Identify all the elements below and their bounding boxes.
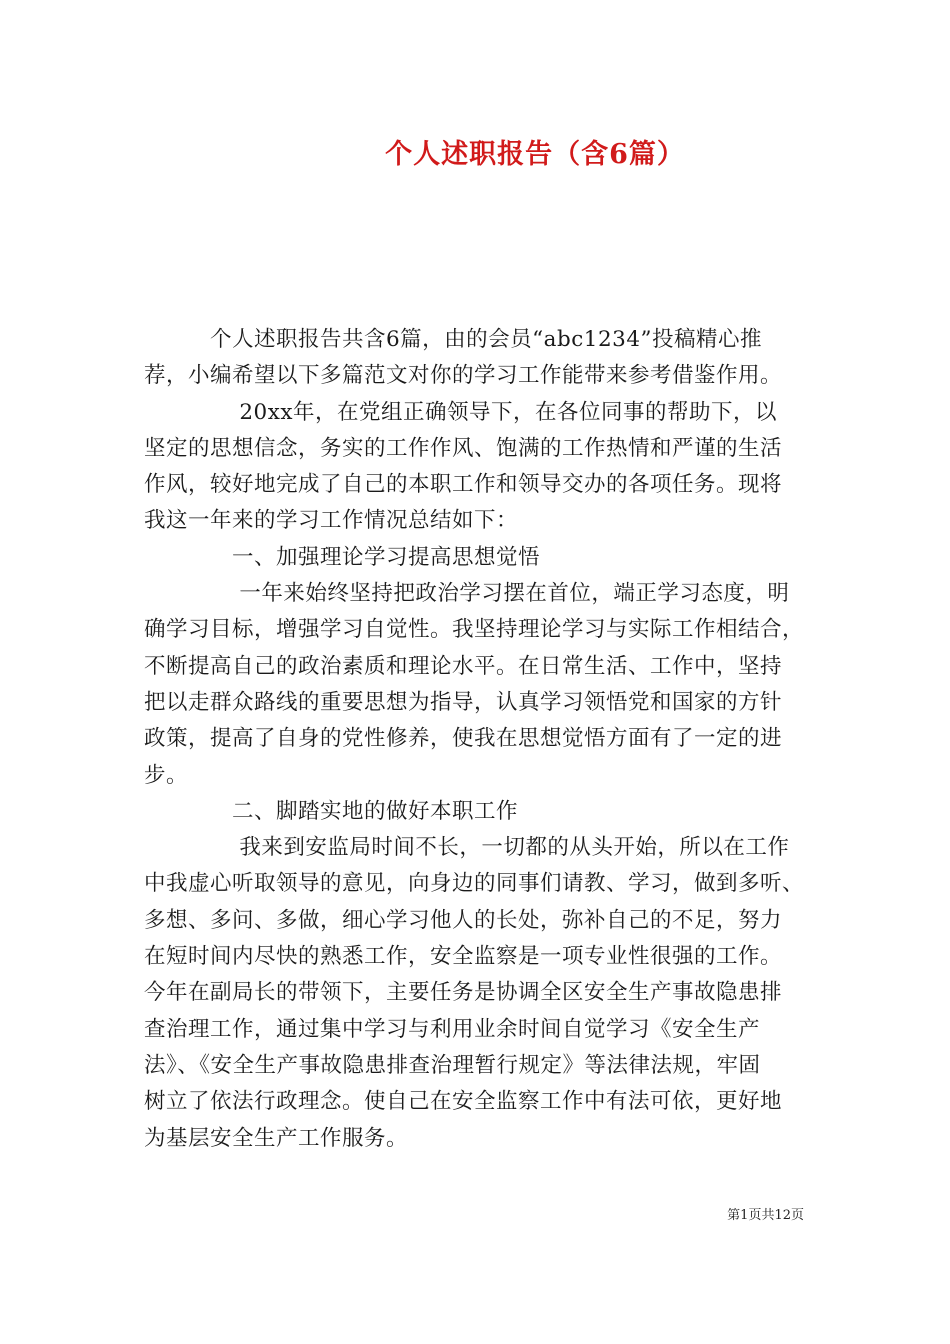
body-line: 为基层安全生产工作服务。	[144, 1125, 409, 1151]
body-line: 20xx年，在党组正确领导下，在各位同事的帮助下，以	[144, 399, 777, 425]
body-line: 多想、多问、多做，细心学习他人的长处，弥补自己的不足，努力	[144, 907, 783, 933]
body-line: 步。	[144, 762, 189, 788]
body-line: 确学习目标，增强学习自觉性。我坚持理论学习与实际工作相结合，	[144, 617, 805, 643]
body-line: 我来到安监局时间不长，一切都的从头开始，所以在工作	[144, 835, 790, 861]
body-line: 把以走群众路线的重要思想为指导，认真学习领悟党和国家的方针	[144, 689, 783, 715]
body-line: 在短时间内尽快的熟悉工作，安全监察是一项专业性很强的工作。	[144, 944, 783, 970]
body-line: 荐，小编希望以下多篇范文对你的学习工作能带来参考借鉴作用。	[144, 363, 783, 389]
body-line: 作风，较好地完成了自己的本职工作和领导交办的各项任务。现将	[144, 472, 783, 498]
body-line: 不断提高自己的政治素质和理论水平。在日常生活、工作中，坚持	[144, 653, 783, 679]
body-line: 一年来始终坚持把政治学习摆在首位，端正学习态度，明	[144, 581, 790, 607]
body-line: 查治理工作，通过集中学习与利用业余时间自觉学习《安全生产	[144, 1016, 761, 1042]
body-line: 政策，提高了自身的党性修养，使我在思想觉悟方面有了一定的进	[144, 726, 783, 752]
body-line: 我这一年来的学习工作情况总结如下：	[144, 508, 519, 534]
body-line: 中我虚心听取领导的意见，向身边的同事们请教、学习，做到多听、	[144, 871, 805, 897]
document-body	[144, 322, 810, 1157]
document-title: 个人述职报告（含6篇）	[385, 139, 685, 170]
body-line: 今年在副局长的带领下，主要任务是协调全区安全生产事故隐患排	[144, 980, 783, 1006]
body-line: 树立了依法行政理念。使自己在安全监察工作中有法可依，更好地	[144, 1089, 783, 1115]
section-heading: 一、加强理论学习提高思想觉悟	[144, 544, 541, 570]
body-line: 个人述职报告共含6篇，由的会员“abc1234”投稿精心推	[144, 327, 763, 352]
page-number-footer: 第1页共12页	[727, 1208, 804, 1223]
body-line: 法》、《安全生产事故隐患排查治理暂行规定》等法律法规，牢固	[144, 1052, 761, 1078]
section-heading: 二、脚踏实地的做好本职工作	[144, 798, 519, 824]
body-line: 坚定的思想信念，务实的工作作风、饱满的工作热情和严谨的生活	[144, 435, 783, 461]
